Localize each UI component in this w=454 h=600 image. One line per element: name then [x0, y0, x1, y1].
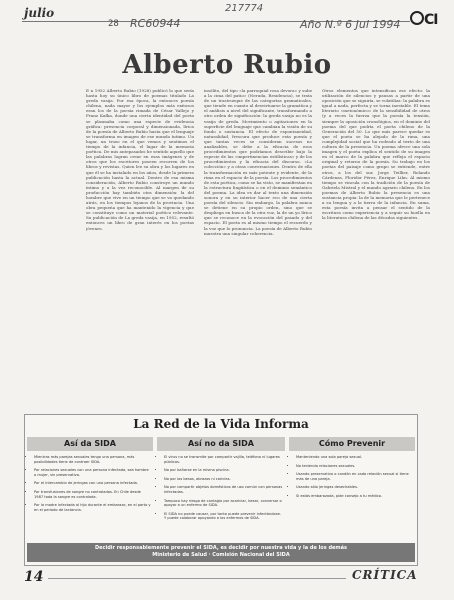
- info-col3-list: [291, 455, 413, 503]
- info-box-title: La Red de la Vida Informa: [133, 417, 309, 431]
- info-list-item: • No por bañarse en la misma piscina.: [164, 468, 283, 473]
- info-footer-line1: Decidir responsablemente prevenir el SIDA, es decidir por nuestra vida y la de los demás: [94, 545, 347, 551]
- header-month: julio: [24, 6, 55, 20]
- page-number: 14: [24, 569, 44, 585]
- info-list-item: • Mientras más parejas sexuales tenga una persona, más posibilidades tiene de contraer SIDA.: [34, 455, 151, 464]
- logo-text: CI: [424, 12, 438, 28]
- info-list-item: • No teniendo relaciones sexuales.: [296, 464, 413, 469]
- info-list-item: • Por relaciones sexuales con una persona infectada, sea hombre o mujer, sin preservativo.: [34, 468, 151, 477]
- article-column-2: insólito, del tipo «la parroquial rosa devora» y sube a la cima del patio» (Neruda, Residencia), se trata de un trastrueque de las categorías gramaticales, que tiende en cuanto al desvirtuarse la gramática y el análisis a nivel del significante, transformando a otro orden de significación: la greda vasija no es la vasija de greda. Movimiento o agitaciones en la superficie del lenguaje que cambian la visión de su fondo o sustancia. El efecto de espontaneidad, naturalidad, frescura que produce esta poesía y que tantas veces se consideran sucesos no analizables, se debe a la eficacia de esos procedimientos que podríamos describir bajo la especie de las «impertinencias estilísticas» y de los procedimientos y la eficacia del discurso. «La colección» y a otras conversaciones. Dentro de ella la transformación es más potente y evidente, de la rima en el espacio de la poesía. Los procedimientos de esta poética, como se ha visto, se manifiestan en la estructura lingüística o en el dominio semántico del poema. La idea es dar al texto una dimensión sonora y en su interior hacer eco de una cierta poesía del silencio. Sin embargo, la palabra nunca se detiene en su propio orden, sino que se despliega en busca de la otra voz, la de un yo lírico que se reconoce en la evocación del pasado y del espacio. El poeta es al mismo tiempo el recuerdo y la voz que lo pronuncia. La poesía de Alberto Rubio muestra una singular coherencia.: [204, 88, 312, 236]
- info-list-item: • El SIDA no puede causar, por tanto puede prevenir infectándose. Y puede colaborar apoyando a los enfermos de SIDA.: [164, 512, 283, 521]
- info-col2-title: Así no da SIDA: [157, 437, 285, 451]
- info-col2-list: [159, 455, 283, 525]
- article-title: Alberto Rubio: [122, 50, 332, 80]
- footer-rule: [48, 578, 346, 579]
- info-list-item: • Por la madre infectada al hijo durante el embarazo, en el parto y en el periodo de lactancia.: [34, 503, 151, 512]
- logo-ring-icon: [410, 11, 424, 25]
- info-list-item: • Si estás embarazada, pide consejo a tu médico.: [296, 494, 413, 499]
- article-column-1: E n 1952 Alberto Rubio (1928) publicó lo que sería hasta hoy su único libro de poemas titulado La greda vasija. Por esa época, la entonces poesía chilena, nada mayor y los ejemplos más exitosos eran los de la poesía rimada de César Vallejo y Franz Kafka, donde una cierta identidad del poeta se plasmaba como una especie de evidencia gráfica: presencia corporal y dimensionada, lírica de la poesía de Alberto Rubio hasta que el lenguaje se transforma en imagen de ese mundo íntimo. Un lugar, un trozo en el que vemos y sentimos el tiempo de la infancia, el lugar de la memoria poética. De mis antepasados he sentido aquello que las palabras logran crear en esas imágenes y de otros que los escritores poseen recorren de los libros y revistas. Quien lee su obra y los lugares en que él se ha instalado en los años, desde la primera publicación hasta la actual. Dentro de esa misma consideración, Alberto Rubio construye un mundo íntimo y a la vez reconocible. Al margen de su producción hay también otra dimensión: la del hombre que vive en un tiempo que se va quedando atrás, en los tiempos lejanos de la provincia. Una obra pequeña que ha mantenido la vigencia y que se constituye como un material poético relevante. Su publicación de La greda vasija, en 1952, resultó entonces un libro de gran interés en los poetas jóvenes.: [86, 88, 194, 231]
- header-number: 28: [108, 19, 119, 29]
- info-col1-list: [29, 455, 151, 516]
- info-footer-line2: Ministerio de Salud · Comisión Nacional del SIDA: [152, 551, 290, 558]
- info-list-item: • Usando sólo jeringas desechables.: [296, 485, 413, 490]
- publisher-logo: [410, 11, 437, 28]
- info-list-item: • Tampoco hay riesgo de contagio por acariciar, besar, conversar o apoyar a un enfermo de SIDA.: [164, 499, 283, 508]
- info-list-item: • Manteniendo una sola pareja sexual.: [296, 455, 413, 460]
- magazine-brand: CRÍTICA: [352, 568, 418, 582]
- info-list-item: • No por los besos, abrazos ni caricias.: [164, 477, 283, 482]
- info-box: [24, 414, 418, 566]
- info-list-item: • Usando preservativo o condón en cada relación sexual si tiene más de una pareja.: [296, 472, 413, 481]
- handwritten-id: 217774: [225, 3, 264, 14]
- handwritten-code: RC60944: [130, 17, 181, 30]
- handwritten-year: Año N.º 6 Jul 1994: [300, 18, 401, 31]
- info-list-item: • Por transfusiones de sangre no controladas. En Chile desde 1987 toda la sangre es controlada.: [34, 490, 151, 499]
- article-columns: [86, 88, 431, 388]
- article-column-3: Otros elementos que intensifican ese efecto: la utilización de silencios y pausas a partir de una oposición que se siguiría, se volatiliza: la palabra es igual a nada, perfecta y se torna inestable. El tema literario «metonómico» de la sensibilidad de otros (y a veces la fuerza que la poesía la tensión, siempre la oposición cronológica, en el dominio del poema del que podría el poeta chileno de la Generación del 50. Lo que más parece quedar es que el poeta se ha alejado de la rima, una complejidad social que ha rodeado al texto de una cultura de la presencia. Un poema ofrece una sola imagen y el poeta explica el sentido de su imagen en el marco de la palabra que refleja el espacio original y retorno de la poesía. Su trabajo en los poetas del paisaje como grupo se extiende, entre otros, a los del sur, Jorge Teillier, Rolando Cárdenas, Floridor Pérez, Enrique Lihn. Al mismo tiempo se vincula con la tradición de la poesía de Gabriela Mistral y el mundo agrario chileno. En los poemas de Alberto Rubio la presencia es una sustancia propia: la de la memoria que le pertenece a su lengua y a la tierra de la infancia. En suma, esta poesía invita a pensar el sentido de la escritura como experiencia y a seguir su huella en la literatura chilena de las décadas siguientes.: [322, 88, 430, 221]
- info-list-item: • No por compartir objetos domésticos de uso común con personas infectadas.: [164, 485, 283, 494]
- info-col3-title: Cómo Prevenir: [289, 437, 415, 451]
- info-list-item: • Por el intercambio de jeringas con una persona infectada.: [34, 481, 151, 486]
- info-list-item: • El virus no se transmite por compartir vajilla, teléfono ni lugares públicos.: [164, 455, 283, 464]
- info-box-footer: [27, 543, 415, 562]
- info-col1-title: Así da SIDA: [27, 437, 153, 451]
